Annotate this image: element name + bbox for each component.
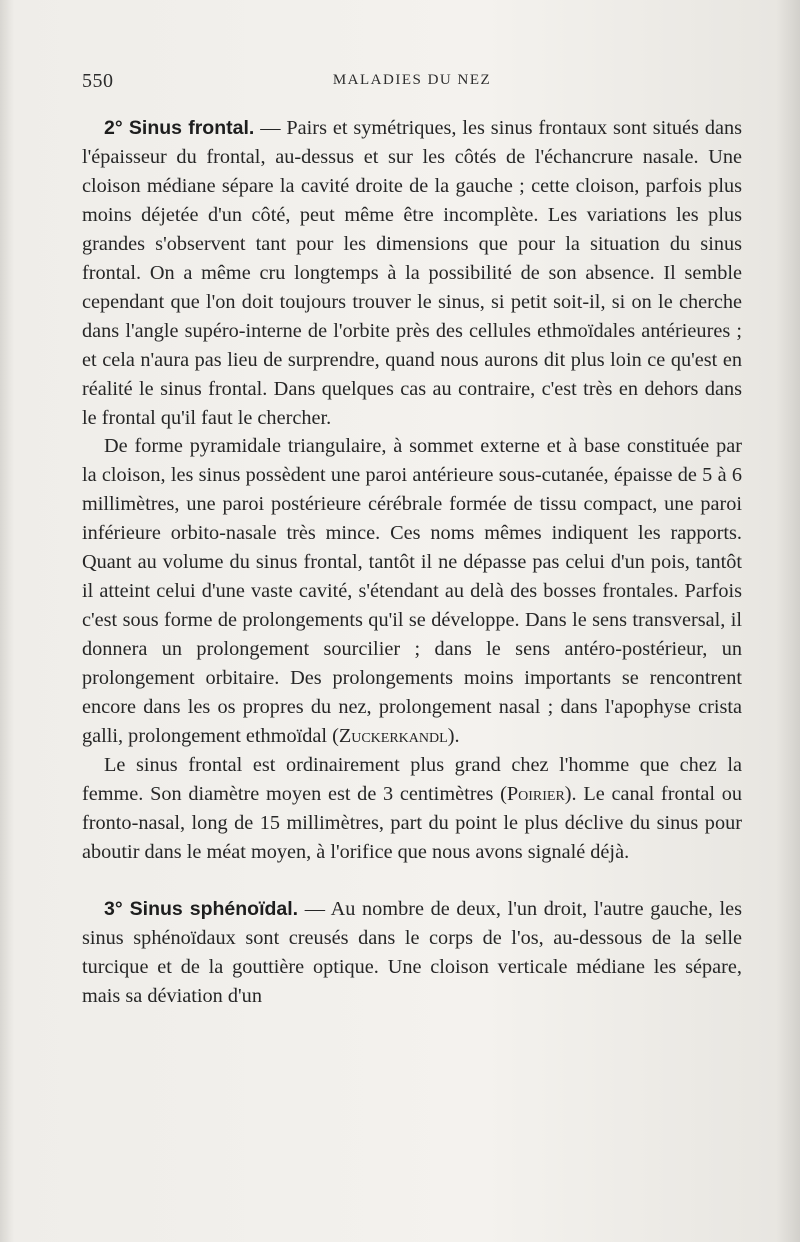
paragraph-frontal-form [82, 432, 742, 750]
page-header [82, 70, 742, 94]
paragraph-text: — Au nombre de deux, l'un droit, l'autre gauche, les sinus sphénoïdaux sont creusés dans le corps de l'os, au-dessous de la selle turcique et de la gouttière optique. Une cloison verticale médiane les sépare, mais sa déviation d'un [82, 897, 742, 1007]
author-citation: Poirier [506, 782, 565, 805]
paragraph-text: — Pairs et symétriques, les sinus frontaux sont situés dans l'épaisseur du frontal, au-dessus et sur les côtés de l'échancrure nasale. Une cloison médiane sépare la cavité droite de la gauche ; cette cloison, parfois plus moins déjetée d'un côté, peut même être incomplète. Les variations les plus grandes s'observent tant pour les dimensions que pour la situation du sinus frontal. On a même cru longtemps à la possibilité de son absence. Il semble cependant que l'on doit toujours trouver le sinus, si petit soit-il, si on le cherche dans l'angle supéro-interne de l'orbite près des cellules ethmoïdales antérieures ; et cela n'aura pas lieu de surprendre, quand nous aurons dit plus loin ce qu'est en réalité le sinus frontal. Dans quelques cas au contraire, c'est très en dehors dans le frontal qu'il faut le chercher. [82, 117, 742, 429]
running-title: MALADIES DU NEZ [332, 72, 492, 88]
author-citation: Zuckerkandl [338, 725, 448, 748]
body-text [82, 114, 742, 1011]
paragraph-sphenoidal-intro [82, 895, 742, 1011]
paragraph-text: De forme pyramidale triangulaire, à sommet externe et à base constituée par la cloison, les sinus possèdent une paroi antérieure sous-cutanée, épaisse de 5 à 6 millimètres, une paroi postérieure cérébrale formée de tissu compact, une paroi inférieure orbito-nasale très mince. Ces noms mêmes indiquent les rapports. Quant au volume du sinus frontal, tantôt il ne dépasse pas celui d'un pois, tantôt il atteint celui d'une vaste cavité, s'étendant au delà des bosses frontales. Parfois c'est sous forme de prolongements qu'il se développe. Dans le sens transversal, il donnera un prolongement sourcilier ; dans le sens antéro-postérieur, un prolongement orbitaire. Des prolongements moins importants se rencontrent encore dans les os propres du nez, prolongement nasal ; dans l'apophyse crista galli, prolongement ethmoïdal ( [82, 435, 742, 748]
paragraph-frontal-intro [82, 114, 742, 432]
paragraph-frontal-size [82, 751, 742, 867]
section-heading-frontal: 2° Sinus frontal. [104, 117, 255, 139]
paragraph-text: ). [447, 725, 460, 748]
page-number: 550 [82, 70, 114, 92]
paragraph-text: Le sinus frontal est ordinairement plus grand chez l'homme que chez la femme. Son diamètre moyen est de 3 centimètres ( [82, 753, 742, 805]
paragraph-text: ). Le canal frontal ou fronto-nasal, long de 15 millimètres, part du point le plus déclive du sinus pour aboutir dans le méat moyen, à l'orifice que nous avons signalé déjà. [82, 782, 742, 863]
section-heading-sphenoidal: 3° Sinus sphénoïdal. [104, 897, 299, 920]
